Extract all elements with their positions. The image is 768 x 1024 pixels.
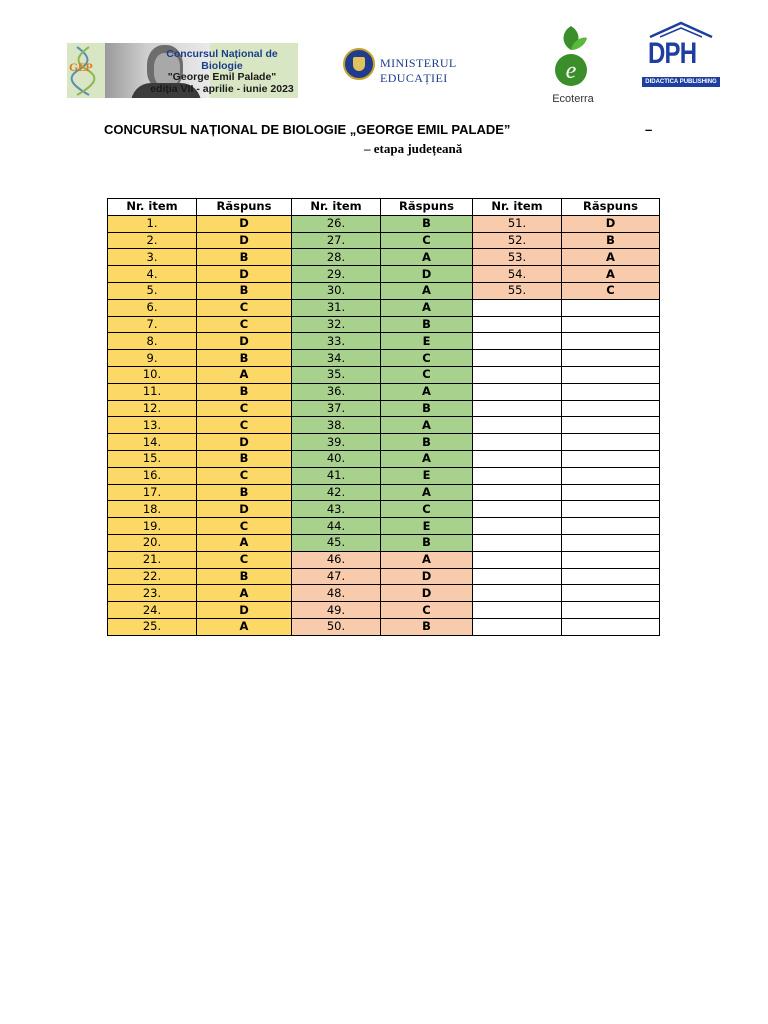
ministry-logo xyxy=(343,46,513,85)
item-number-cell: 39. xyxy=(292,434,381,451)
answer-cell: B xyxy=(197,383,292,400)
ecoterra-logo xyxy=(543,22,599,106)
answer-cell: C xyxy=(197,400,292,417)
table-row xyxy=(108,350,660,367)
item-number-cell xyxy=(473,299,562,316)
item-number-cell xyxy=(473,585,562,602)
item-number-cell: 15. xyxy=(108,450,197,467)
answer-cell: A xyxy=(381,417,473,434)
table-header-row xyxy=(108,199,660,216)
item-number-cell: 44. xyxy=(292,518,381,535)
table-row xyxy=(108,282,660,299)
table-row xyxy=(108,551,660,568)
table-row xyxy=(108,383,660,400)
svg-text:e: e xyxy=(565,58,577,84)
item-number-cell: 42. xyxy=(292,484,381,501)
answer-cell xyxy=(562,450,660,467)
answer-cell: B xyxy=(197,568,292,585)
item-number-cell: 7. xyxy=(108,316,197,333)
ministry-crest-icon xyxy=(343,48,375,80)
item-number-cell xyxy=(473,383,562,400)
answer-cell: D xyxy=(197,232,292,249)
item-number-cell: 6. xyxy=(108,299,197,316)
item-number-cell: 24. xyxy=(108,602,197,619)
answer-cell: E xyxy=(381,333,473,350)
column-header: Nr. item xyxy=(292,199,381,216)
dph-subtitle: DIDACTICA PUBLISHING HOUSE xyxy=(642,77,720,87)
answer-cell: A xyxy=(381,383,473,400)
item-number-cell xyxy=(473,618,562,635)
table-row xyxy=(108,568,660,585)
table-row xyxy=(108,618,660,635)
answer-cell xyxy=(562,534,660,551)
answer-cell: D xyxy=(197,501,292,518)
table-row xyxy=(108,266,660,283)
item-number-cell: 46. xyxy=(292,551,381,568)
answer-cell xyxy=(562,400,660,417)
answer-cell: A xyxy=(381,299,473,316)
item-number-cell xyxy=(473,467,562,484)
gep-badge: GEP xyxy=(69,60,93,74)
answer-cell: A xyxy=(381,249,473,266)
answer-cell: D xyxy=(197,333,292,350)
item-number-cell: 30. xyxy=(292,282,381,299)
document-title: CONCURSUL NAȚIONAL DE BIOLOGIE „GEORGE EMIL PALADE” xyxy=(104,122,511,137)
item-number-cell: 48. xyxy=(292,585,381,602)
answer-cell: A xyxy=(562,266,660,283)
column-header: Răspuns xyxy=(381,199,473,216)
title-dash: – xyxy=(645,122,653,137)
answer-cell: A xyxy=(381,551,473,568)
item-number-cell: 8. xyxy=(108,333,197,350)
item-number-cell: 54. xyxy=(473,266,562,283)
answer-cell: A xyxy=(381,484,473,501)
item-number-cell: 31. xyxy=(292,299,381,316)
answer-cell xyxy=(562,568,660,585)
answer-cell: C xyxy=(381,232,473,249)
item-number-cell: 50. xyxy=(292,618,381,635)
answer-cell: C xyxy=(197,467,292,484)
item-number-cell: 20. xyxy=(108,534,197,551)
item-number-cell xyxy=(473,366,562,383)
table-row xyxy=(108,450,660,467)
answer-cell: B xyxy=(197,484,292,501)
answer-cell: A xyxy=(562,249,660,266)
ministry-name: MINISTERUL EDUCAȚIEI xyxy=(380,56,457,85)
table-row xyxy=(108,585,660,602)
item-number-cell: 17. xyxy=(108,484,197,501)
item-number-cell xyxy=(473,518,562,535)
item-number-cell: 29. xyxy=(292,266,381,283)
answer-cell: D xyxy=(562,215,660,232)
answer-cell: E xyxy=(381,518,473,535)
item-number-cell: 13. xyxy=(108,417,197,434)
item-number-cell: 32. xyxy=(292,316,381,333)
item-number-cell: 43. xyxy=(292,501,381,518)
answer-cell: B xyxy=(197,350,292,367)
dph-letters: DPH xyxy=(648,37,697,70)
answer-cell: D xyxy=(197,266,292,283)
column-header: Nr. item xyxy=(108,199,197,216)
answer-cell: B xyxy=(562,232,660,249)
answer-cell: B xyxy=(381,618,473,635)
item-number-cell: 53. xyxy=(473,249,562,266)
item-number-cell xyxy=(473,484,562,501)
table-row xyxy=(108,417,660,434)
table-row xyxy=(108,249,660,266)
answer-cell xyxy=(562,434,660,451)
answer-cell: C xyxy=(197,417,292,434)
item-number-cell: 55. xyxy=(473,282,562,299)
item-number-cell xyxy=(473,551,562,568)
answer-cell: B xyxy=(197,249,292,266)
table-row xyxy=(108,232,660,249)
answer-cell: A xyxy=(197,534,292,551)
item-number-cell: 2. xyxy=(108,232,197,249)
answer-cell: B xyxy=(197,282,292,299)
answer-cell: D xyxy=(197,602,292,619)
item-number-cell: 11. xyxy=(108,383,197,400)
answer-cell xyxy=(562,484,660,501)
item-number-cell: 51. xyxy=(473,215,562,232)
answer-cell: D xyxy=(381,568,473,585)
item-number-cell: 25. xyxy=(108,618,197,635)
answer-cell: D xyxy=(381,585,473,602)
answer-cell: C xyxy=(197,518,292,535)
item-number-cell: 52. xyxy=(473,232,562,249)
answer-cell xyxy=(562,551,660,568)
item-number-cell xyxy=(473,450,562,467)
answer-key-table xyxy=(107,198,660,636)
answer-cell: B xyxy=(381,400,473,417)
item-number-cell: 38. xyxy=(292,417,381,434)
item-number-cell xyxy=(473,417,562,434)
table-row xyxy=(108,299,660,316)
answer-cell xyxy=(562,467,660,484)
dph-logo xyxy=(640,17,722,95)
answer-cell: D xyxy=(381,266,473,283)
answer-cell: E xyxy=(381,467,473,484)
item-number-cell: 1. xyxy=(108,215,197,232)
answer-cell xyxy=(562,618,660,635)
answer-cell: B xyxy=(381,215,473,232)
answer-cell xyxy=(562,299,660,316)
item-number-cell: 5. xyxy=(108,282,197,299)
answer-cell: C xyxy=(381,366,473,383)
answer-cell xyxy=(562,316,660,333)
answer-cell: C xyxy=(197,316,292,333)
answer-cell: B xyxy=(381,534,473,551)
item-number-cell: 49. xyxy=(292,602,381,619)
column-header: Nr. item xyxy=(473,199,562,216)
item-number-cell xyxy=(473,316,562,333)
table-row xyxy=(108,534,660,551)
ecoterra-name: Ecoterra xyxy=(552,93,594,105)
item-number-cell xyxy=(473,350,562,367)
answer-cell xyxy=(562,417,660,434)
item-number-cell: 28. xyxy=(292,249,381,266)
document-subtitle: – etapa județeană xyxy=(364,141,463,156)
gep-logo-text: Concursul Național de Biologie "George Emil Palade" ediția VII - aprilie - iunie 2023 xyxy=(150,48,294,95)
item-number-cell: 35. xyxy=(292,366,381,383)
item-number-cell xyxy=(473,568,562,585)
item-number-cell: 47. xyxy=(292,568,381,585)
item-number-cell xyxy=(473,501,562,518)
answer-cell: A xyxy=(197,366,292,383)
item-number-cell: 14. xyxy=(108,434,197,451)
item-number-cell: 9. xyxy=(108,350,197,367)
table-row xyxy=(108,400,660,417)
item-number-cell xyxy=(473,534,562,551)
answer-cell xyxy=(562,366,660,383)
answer-cell: A xyxy=(381,282,473,299)
item-number-cell: 23. xyxy=(108,585,197,602)
item-number-cell xyxy=(473,434,562,451)
answer-cell xyxy=(562,501,660,518)
gep-contest-logo xyxy=(67,43,298,98)
item-number-cell: 36. xyxy=(292,383,381,400)
item-number-cell: 22. xyxy=(108,568,197,585)
column-header: Răspuns xyxy=(197,199,292,216)
answer-cell: C xyxy=(197,299,292,316)
table-row xyxy=(108,484,660,501)
answer-cell: B xyxy=(381,316,473,333)
item-number-cell: 18. xyxy=(108,501,197,518)
item-number-cell xyxy=(473,333,562,350)
item-number-cell: 19. xyxy=(108,518,197,535)
item-number-cell: 4. xyxy=(108,266,197,283)
item-number-cell xyxy=(473,400,562,417)
item-number-cell: 37. xyxy=(292,400,381,417)
table-row xyxy=(108,602,660,619)
answer-cell xyxy=(562,602,660,619)
item-number-cell: 10. xyxy=(108,366,197,383)
item-number-cell: 45. xyxy=(292,534,381,551)
item-number-cell: 16. xyxy=(108,467,197,484)
answer-cell xyxy=(562,350,660,367)
answer-cell: C xyxy=(197,551,292,568)
answer-cell: A xyxy=(381,450,473,467)
column-header: Răspuns xyxy=(562,199,660,216)
answer-cell: C xyxy=(562,282,660,299)
answer-cell xyxy=(562,383,660,400)
item-number-cell: 27. xyxy=(292,232,381,249)
answer-cell: B xyxy=(197,450,292,467)
answer-cell: A xyxy=(197,585,292,602)
table-row xyxy=(108,467,660,484)
answer-cell xyxy=(562,585,660,602)
item-number-cell xyxy=(473,602,562,619)
item-number-cell: 26. xyxy=(292,215,381,232)
answer-cell: C xyxy=(381,602,473,619)
item-number-cell: 33. xyxy=(292,333,381,350)
answer-cell: C xyxy=(381,501,473,518)
table-row xyxy=(108,518,660,535)
item-number-cell: 41. xyxy=(292,467,381,484)
table-row xyxy=(108,501,660,518)
answer-cell: C xyxy=(381,350,473,367)
ecoterra-leaf-icon xyxy=(543,22,599,92)
answer-cell: A xyxy=(197,618,292,635)
table-row xyxy=(108,316,660,333)
answer-cell xyxy=(562,518,660,535)
item-number-cell: 34. xyxy=(292,350,381,367)
answer-cell xyxy=(562,333,660,350)
table-row xyxy=(108,366,660,383)
item-number-cell: 12. xyxy=(108,400,197,417)
table-row xyxy=(108,333,660,350)
item-number-cell: 40. xyxy=(292,450,381,467)
answer-cell: B xyxy=(381,434,473,451)
answer-cell: D xyxy=(197,215,292,232)
answer-cell: D xyxy=(197,434,292,451)
item-number-cell: 21. xyxy=(108,551,197,568)
table-row xyxy=(108,434,660,451)
item-number-cell: 3. xyxy=(108,249,197,266)
table-row xyxy=(108,215,660,232)
